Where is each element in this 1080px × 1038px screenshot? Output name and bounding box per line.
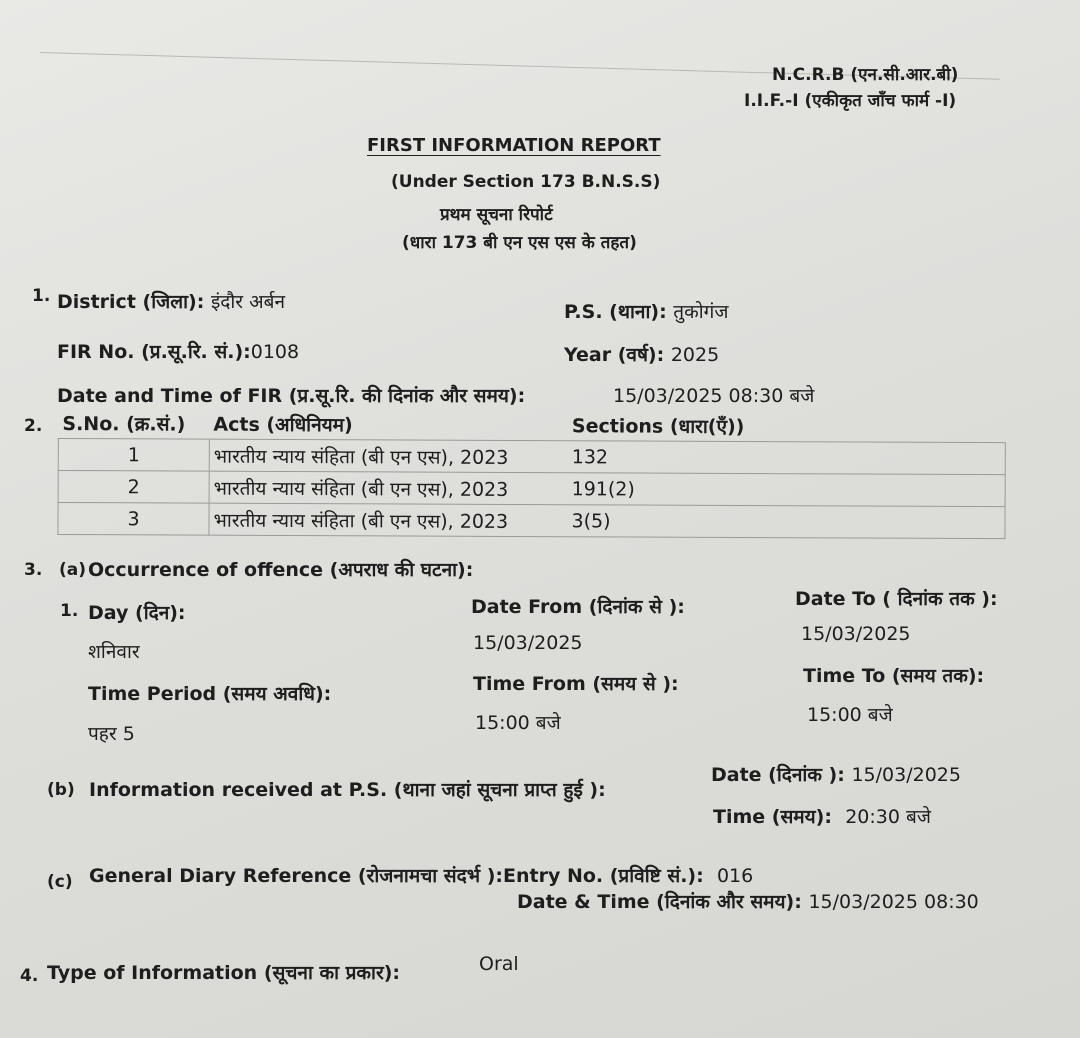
diary-datetime-value: 15/03/2025 08:30 (808, 891, 979, 913)
district-value: इंदौर अर्बन (210, 291, 285, 313)
acts-sections-table (57, 407, 1006, 539)
fir-datetime-value: 15/03/2025 08:30 बजे (613, 385, 815, 407)
report-subtitle: (Under Section 173 B.N.S.S) (391, 172, 661, 192)
sections-header: Sections (धारा(एँ)) (568, 409, 1006, 442)
date-to-label: Date To ( दिनांक तक ): (795, 588, 998, 610)
fir-datetime-label: Date and Time of FIR (प्र.सू.रि. की दिनांक और समय): (57, 385, 526, 407)
year-label: Year (वर्ष): (564, 344, 665, 366)
info-received-date (711, 761, 961, 787)
report-title: FIRST INFORMATION REPORT (367, 135, 661, 156)
time-period-label: Time Period (समय अवधि): (88, 683, 332, 705)
entry-number-value: 016 (716, 865, 754, 887)
table-row (58, 503, 1005, 539)
row-section: 191(2) (568, 473, 1006, 507)
fir-number-value: 0108 (250, 341, 300, 363)
table-row (58, 471, 1005, 507)
row-sno: 3 (58, 503, 209, 536)
fir-number-field (57, 338, 299, 364)
time-from-label: Time From (समय से ): (473, 673, 679, 695)
police-station-field (564, 298, 728, 324)
row-act: भारतीय न्याय संहिता (बी एन एस), 2023 (209, 503, 568, 537)
row-section: 132 (568, 441, 1006, 475)
section-1-number: 1. (32, 286, 51, 306)
info-received-title: Information received at P.S. (थाना जहां सूचना प्राप्त हुई ): (89, 779, 606, 801)
info-received-time-label: Time (समय): (713, 806, 832, 828)
info-received-time (713, 803, 931, 829)
district-label: District (जिला): (57, 291, 205, 313)
info-received-date-value: 15/03/2025 (851, 764, 961, 786)
row-sno: 2 (58, 471, 209, 504)
occurrence-title: Occurrence of offence (अपराध की घटना): (88, 559, 474, 581)
date-to-value: 15/03/2025 (801, 623, 911, 645)
subsection-b-label: (b) (47, 780, 75, 800)
information-type-value: Oral (479, 953, 519, 975)
occurrence-item-number: 1. (60, 601, 79, 621)
fir-number-label: FIR No. (प्र.सू.रि. सं.): (57, 341, 251, 363)
time-from-value: 15:00 बजे (475, 712, 561, 734)
year-field (564, 341, 719, 367)
information-type-label: Type of Information (सूचना का प्रकार): (47, 962, 400, 984)
entry-number-label: Entry No. (प्रविष्टि सं.): (503, 865, 704, 887)
subsection-a-label: (a) (59, 560, 87, 580)
police-station-value: तुकोगंज (673, 301, 729, 323)
iif-form-label: I.I.F.-I (एकीकृत जाँच फार्म -I) (744, 91, 957, 111)
day-value: शनिवार (88, 641, 140, 663)
section-2-number: 2. (24, 416, 43, 436)
info-received-date-label: Date (दिनांक ): (711, 764, 845, 786)
time-period-value: पहर 5 (88, 723, 135, 745)
row-act: भारतीय न्याय संहिता (बी एन एस), 2023 (209, 439, 568, 473)
info-received-time-value: 20:30 बजे (845, 806, 931, 828)
row-sno: 1 (58, 439, 209, 472)
subsection-c-label: (c) (47, 872, 73, 892)
diary-datetime-label: Date & Time (दिनांक और समय): (517, 891, 802, 913)
table-header-row (58, 407, 1005, 443)
sno-header: S.No. (क्र.सं.) (58, 407, 209, 439)
general-diary-label: General Diary Reference (रोजनामचा संदर्भ ): (89, 865, 503, 887)
police-station-label: P.S. (थाना): (564, 301, 667, 323)
report-title-hindi: प्रथम सूचना रिपोर्ट (440, 205, 553, 225)
day-label: Day (दिन): (88, 602, 186, 624)
acts-header: Acts (अधिनियम) (209, 408, 568, 441)
general-diary-field (89, 862, 753, 888)
section-3-number: 3. (24, 560, 43, 580)
time-to-value: 15:00 बजे (807, 704, 893, 726)
year-value: 2025 (670, 344, 720, 366)
row-section: 3(5) (567, 505, 1005, 539)
time-to-label: Time To (समय तक): (803, 665, 985, 687)
date-from-label: Date From (दिनांक से ): (471, 596, 685, 618)
report-subtitle-hindi: (धारा 173 बी एन एस एस के तहत) (402, 233, 637, 253)
date-from-value: 15/03/2025 (473, 632, 583, 654)
row-act: भारतीय न्याय संहिता (बी एन एस), 2023 (209, 471, 568, 505)
table-row (58, 439, 1005, 475)
district-field (57, 288, 285, 314)
diary-datetime-field (517, 888, 979, 914)
section-4-number: 4. (20, 966, 39, 986)
ncrb-label: N.C.R.B (एन.सी.आर.बी) (772, 65, 959, 85)
